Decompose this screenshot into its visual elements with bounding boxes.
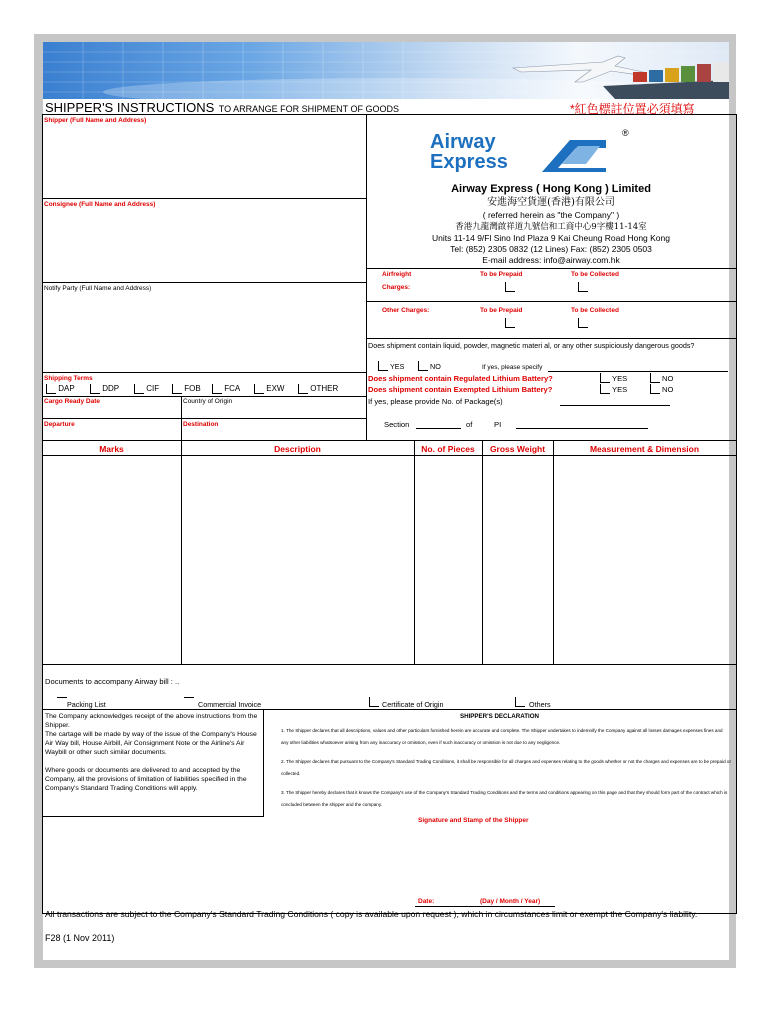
logo-text-express: Express (430, 151, 508, 173)
term-cif-checkbox[interactable] (134, 384, 144, 394)
company-address-zh: 香港九龍灣啟祥道九號信和工商中心9字樓11-14室 (455, 222, 647, 232)
consignee-field[interactable] (43, 210, 365, 280)
company-referred: ( referred herein as "the Company" ) (482, 210, 620, 220)
form-title-main: SHIPPER'S INSTRUCTIONS (45, 100, 215, 115)
commercial-invoice-label: Commercial Invoice (198, 700, 262, 709)
of-label: of (466, 420, 473, 429)
declaration-item-3: 3. The Shipper hereby declares that it knows the Company's use of the Company's Standard Trading Conditions and the terms and conditions appearing on this page and that they should form part of the contract which is concluded between the shipper and the company. (281, 790, 728, 807)
cargo-ready-label: Cargo Ready Date (44, 398, 100, 405)
company-name-en: Airway Express ( Hong Kong ) Limited (451, 183, 651, 195)
acknowledgement-text (45, 712, 261, 793)
certificate-origin-label: Certificate of Origin (382, 700, 444, 709)
term-fob-checkbox[interactable] (172, 384, 182, 394)
term-ddp-label: DDP (102, 384, 120, 394)
signature-field[interactable] (264, 828, 736, 894)
packing-list-label: Packing List (67, 700, 106, 709)
declaration-title: SHIPPER'S DECLARATION (459, 713, 540, 720)
dangerous-no-label: NO (430, 362, 441, 371)
airfreight-label-2: Charges: (382, 284, 411, 291)
ack-paragraph-2: The cartage will be made by way of the issue of the Company's House Air Way bill, House Airbill, Air Consignment Note or the Airline's Air Waybill or other such similar documents. (45, 731, 257, 756)
table-header-pieces: No. of Pieces (421, 444, 475, 454)
lithium-regulated-question: Does shipment contain Regulated Lithium Battery? (368, 374, 553, 383)
logo-mark-icon (540, 134, 610, 174)
term-other-checkbox[interactable] (298, 384, 308, 394)
certificate-origin-checkbox[interactable] (369, 697, 379, 707)
packages-label: If yes, please provide No. of Package(s) (368, 397, 503, 406)
others-label: Others (529, 700, 551, 709)
declaration-items (281, 725, 731, 811)
ack-paragraph-3: Where goods or documents are delivered to and accepted by the Company, all the provisions of limitation of liabilities specified in the Company's Standard Trading Conditions will apply. (45, 767, 247, 792)
shipping-terms-options (44, 384, 366, 396)
term-fob-label: FOB (184, 384, 201, 394)
term-exw-checkbox[interactable] (254, 384, 264, 394)
section-line[interactable] (416, 428, 461, 429)
other-collected-checkbox[interactable] (578, 318, 588, 328)
lithium-reg-no-label: NO (662, 374, 674, 383)
other-prepaid-checkbox[interactable] (505, 318, 515, 328)
date-label: Date: (418, 898, 435, 905)
term-cif-label: CIF (146, 384, 160, 394)
pi-label: PI (494, 420, 502, 429)
company-logo (430, 128, 629, 176)
company-info (366, 182, 736, 266)
term-fca-checkbox[interactable] (212, 384, 222, 394)
term-dap-checkbox[interactable] (46, 384, 56, 394)
dangerous-yes-checkbox[interactable] (378, 361, 388, 371)
other-charges-label: Other Charges: (382, 307, 430, 314)
commercial-invoice-checkbox[interactable] (184, 697, 194, 698)
lithium-exe-no-label: NO (662, 385, 674, 394)
company-email: E-mail address: info@airway.com.hk (482, 255, 620, 265)
notify-label: Notify Party (Full Name and Address) (44, 285, 152, 292)
table-header-description: Description (274, 444, 321, 454)
company-name-zh: 安進海空貨運(香港)有限公司 (487, 197, 615, 208)
departure-label: Departure (44, 421, 75, 428)
table-header-measurement: Measurement & Dimension (589, 444, 700, 454)
airfreight-collected-checkbox[interactable] (578, 282, 588, 292)
measurement-cell[interactable] (554, 456, 736, 663)
registered-mark: ® (622, 128, 629, 138)
dangerous-specify-label: If yes, please specify (482, 364, 543, 371)
documents-label: Documents to accompany Airway bill : .. (45, 677, 180, 686)
logo-text-airway: Airway (430, 131, 496, 153)
pi-line[interactable] (516, 428, 648, 429)
notify-field[interactable] (43, 294, 365, 370)
date-line[interactable] (415, 906, 555, 907)
form-number: F28 (1 Nov 2011) (45, 933, 115, 943)
consignee-label: Consignee (Full Name and Address) (44, 201, 156, 208)
lithium-reg-yes-checkbox[interactable] (600, 373, 610, 383)
banner-illustration (43, 42, 729, 99)
term-other-label: OTHER (310, 384, 339, 394)
section-label: Section (384, 420, 410, 429)
packages-line[interactable] (560, 405, 670, 406)
lithium-exempted-question: Does shipment contain Exempted Lithium Battery? (368, 385, 553, 394)
company-tel: Tel: (852) 2305 0832 (12 Lines) Fax: (852) 2305 0503 (450, 244, 652, 254)
signature-label: Signature and Stamp of the Shipper (418, 817, 529, 824)
specify-line[interactable] (548, 371, 728, 372)
dangerous-goods-question: Does shipment contain liquid, powder, magnetic materi al, or any other suspiciously dangerous goods? (368, 341, 695, 350)
destination-label: Destination (183, 421, 219, 428)
date-format-label: (Day / Month / Year) (480, 898, 541, 905)
term-ddp-checkbox[interactable] (90, 384, 100, 394)
other-collected-label: To be Collected (571, 307, 619, 314)
term-fca-label: FCA (224, 384, 241, 394)
others-checkbox[interactable] (515, 697, 525, 707)
form-title-sub: TO ARRANGE FOR SHIPMENT OF GOODS (218, 104, 399, 114)
header-banner (43, 42, 729, 99)
term-exw-label: EXW (266, 384, 285, 394)
gross-weight-cell[interactable] (483, 456, 553, 663)
description-cell[interactable] (182, 456, 414, 663)
lithium-reg-yes-label: YES (612, 374, 628, 383)
lithium-reg-no-checkbox[interactable] (650, 373, 660, 383)
airfreight-collected-label: To be Collected (571, 271, 619, 278)
country-origin-label: Country of Origin (183, 398, 233, 405)
shipping-terms-label: Shipping Terms (44, 375, 93, 382)
airfreight-label-1: Airfreight (382, 271, 412, 278)
lithium-exe-yes-label: YES (612, 385, 628, 394)
pieces-cell[interactable] (415, 456, 482, 663)
shipper-field[interactable] (43, 126, 365, 197)
other-prepaid-label: To be Prepaid (480, 307, 523, 314)
airfreight-prepaid-label: To be Prepaid (480, 271, 523, 278)
shipper-label: Shipper (Full Name and Address) (44, 117, 147, 124)
footer-terms: All transactions are subject to the Company's Standard Trading Conditions ( copy is available upon request ), which in circumstances limit or exempt the Company's liability. (45, 909, 698, 919)
required-note: *紅色標註位置必須填寫 (570, 102, 695, 116)
marks-cell[interactable] (43, 456, 181, 663)
table-header-gross-weight: Gross Weight (489, 444, 546, 454)
airfreight-prepaid-checkbox[interactable] (505, 282, 515, 292)
company-address-en: Units 11-14 9/Fl Sino Ind Plaza 9 Kai Cheung Road Hong Kong (432, 233, 670, 243)
dangerous-no-checkbox[interactable] (418, 361, 428, 371)
dangerous-yes-label: YES (390, 362, 405, 371)
term-dap-label: DAP (58, 384, 75, 394)
table-header-marks: Marks (99, 444, 124, 454)
ack-paragraph-1: The Company acknowledges receipt of the above instructions from the Shipper. (45, 713, 258, 729)
airplane-icon (513, 56, 643, 82)
declaration-item-2: 2. The Shipper declares that pursuant to the Company's Standard Trading Conditions, it shall be responsible for all charges and expenses relating to the goods whether or not the charges and expenses are to be prepaid or collected. (281, 759, 731, 776)
packing-list-checkbox[interactable] (57, 697, 67, 698)
lithium-exe-yes-checkbox[interactable] (600, 384, 610, 394)
lithium-exe-no-checkbox[interactable] (650, 384, 660, 394)
declaration-item-1: 1. The Shipper declares that all descriptions, values and other particulars furnished herein are accurate and complete. The Shipper undertakes to indemnify the Company against all losses damages expenses fines and any other liabilities whatsoever arising from any inaccuracy or omission, even if such inaccuracy or omission is not due to any negligence. (281, 728, 723, 745)
